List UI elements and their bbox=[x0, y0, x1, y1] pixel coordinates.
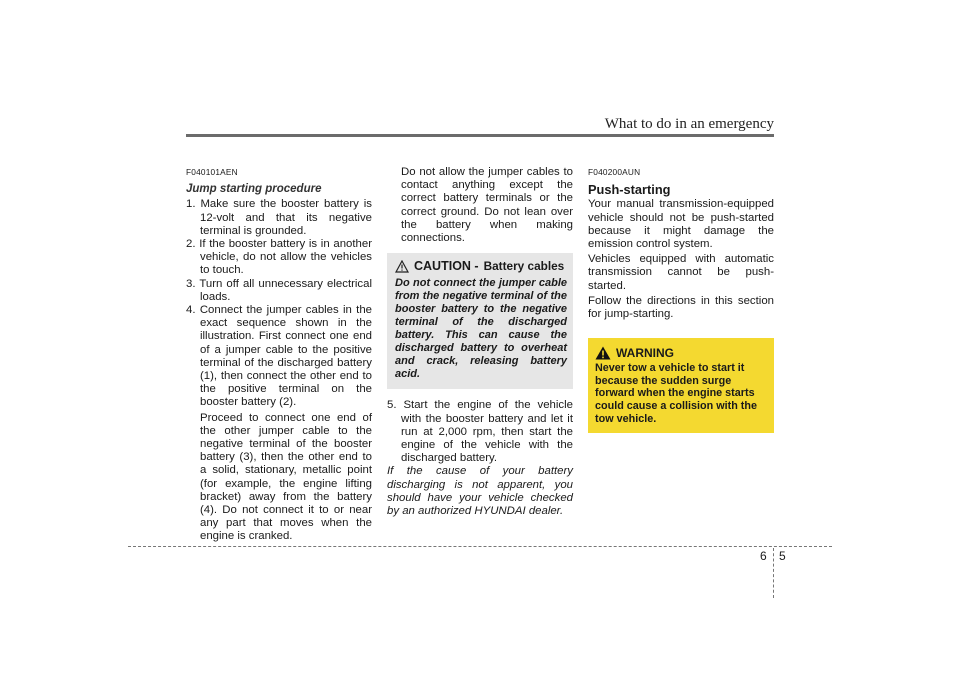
footer-rule bbox=[128, 546, 832, 547]
intro-paragraph: Do not allow the jumper cables to contact anything except the correct battery terminals or the correct ground. Do not lean over the battery when making connections. bbox=[401, 166, 573, 245]
warning-title: WARNING bbox=[616, 345, 674, 360]
step-text: Start the engine of the vehicle with the booster battery and let it run at 2,000 rpm, then start the engine of the vehicle with the discharged battery. bbox=[401, 399, 573, 465]
caution-label: CAUTION - bbox=[414, 259, 479, 274]
step-list bbox=[387, 399, 573, 465]
header-rule bbox=[186, 134, 774, 137]
warning-box bbox=[588, 338, 774, 433]
step-marker: 2. bbox=[186, 238, 196, 251]
step-continuation: Proceed to connect one end of the other jumper cable to the negative terminal of the booster battery (3), then the other end to a solid, stationary, metallic point (for example, the engine lifting bracket) away from the battery (4). Do not connect it to or near any part that moves when the engine is cranked. bbox=[200, 411, 372, 543]
step-marker: 4. bbox=[186, 304, 196, 317]
caution-text: Do not connect the jumper cable from the negative terminal of the booster battery to the negative terminal of the discharged battery. This can cause the discharged battery to overheat and crack, releasing battery acid. bbox=[395, 277, 567, 381]
caution-box bbox=[387, 253, 573, 389]
step-item bbox=[186, 278, 372, 304]
warning-triangle-icon bbox=[595, 346, 611, 360]
paragraph: Vehicles equipped with automatic transmission cannot be push-started. bbox=[588, 253, 774, 292]
step-marker: 1. bbox=[186, 198, 196, 211]
right-column bbox=[588, 166, 774, 433]
left-column bbox=[186, 166, 372, 544]
step-text: Turn off all unnecessary electrical loads. bbox=[199, 277, 372, 303]
page-header-title: What to do in an emergency bbox=[604, 116, 774, 132]
section-heading: Push-starting bbox=[588, 182, 671, 198]
step-list bbox=[186, 198, 372, 409]
step-item bbox=[186, 198, 372, 238]
step-item bbox=[186, 238, 372, 278]
step-text: If the booster battery is in another vehicle, do not allow the vehicles to touch. bbox=[199, 238, 372, 277]
dealer-note: If the cause of your battery discharging is not apparent, you should have your vehicle checked by an authorized HYUNDAI dealer. bbox=[387, 465, 573, 518]
caution-title: Battery cables bbox=[483, 259, 565, 274]
page-number-divider bbox=[773, 548, 774, 598]
step-marker: 5. bbox=[387, 399, 397, 412]
step-marker: 3. bbox=[186, 277, 196, 290]
step-text: Make sure the booster battery is 12-volt and that its negative terminal is grounded. bbox=[200, 198, 372, 237]
step-text: Connect the jumper cables in the exact sequence shown in the illustration. First connect one end of a jumper cable to the positive terminal of the discharged battery (1), then connect the other end to the positive terminal on the booster battery (2). bbox=[199, 304, 373, 409]
page-number: 5 bbox=[779, 549, 786, 563]
caution-heading bbox=[395, 260, 567, 273]
section-heading: Jump starting procedure bbox=[186, 183, 322, 196]
caution-triangle-icon bbox=[395, 260, 409, 273]
section-number: 6 bbox=[760, 549, 767, 563]
step-item bbox=[186, 304, 372, 410]
section-code: F040200AUN bbox=[588, 167, 641, 177]
paragraph: Follow the directions in this section for jump-starting. bbox=[588, 294, 774, 321]
middle-column bbox=[387, 166, 573, 518]
step-item bbox=[387, 399, 573, 465]
paragraph: Your manual transmission-equipped vehicle should not be push-started because it might damage the emission control system. bbox=[588, 198, 774, 251]
warning-heading bbox=[595, 346, 768, 360]
section-code: F040101AEN bbox=[186, 167, 238, 177]
warning-text: Never tow a vehicle to start it because the sudden surge forward when the engine starts could cause a collision with the tow vehicle. bbox=[595, 362, 757, 425]
